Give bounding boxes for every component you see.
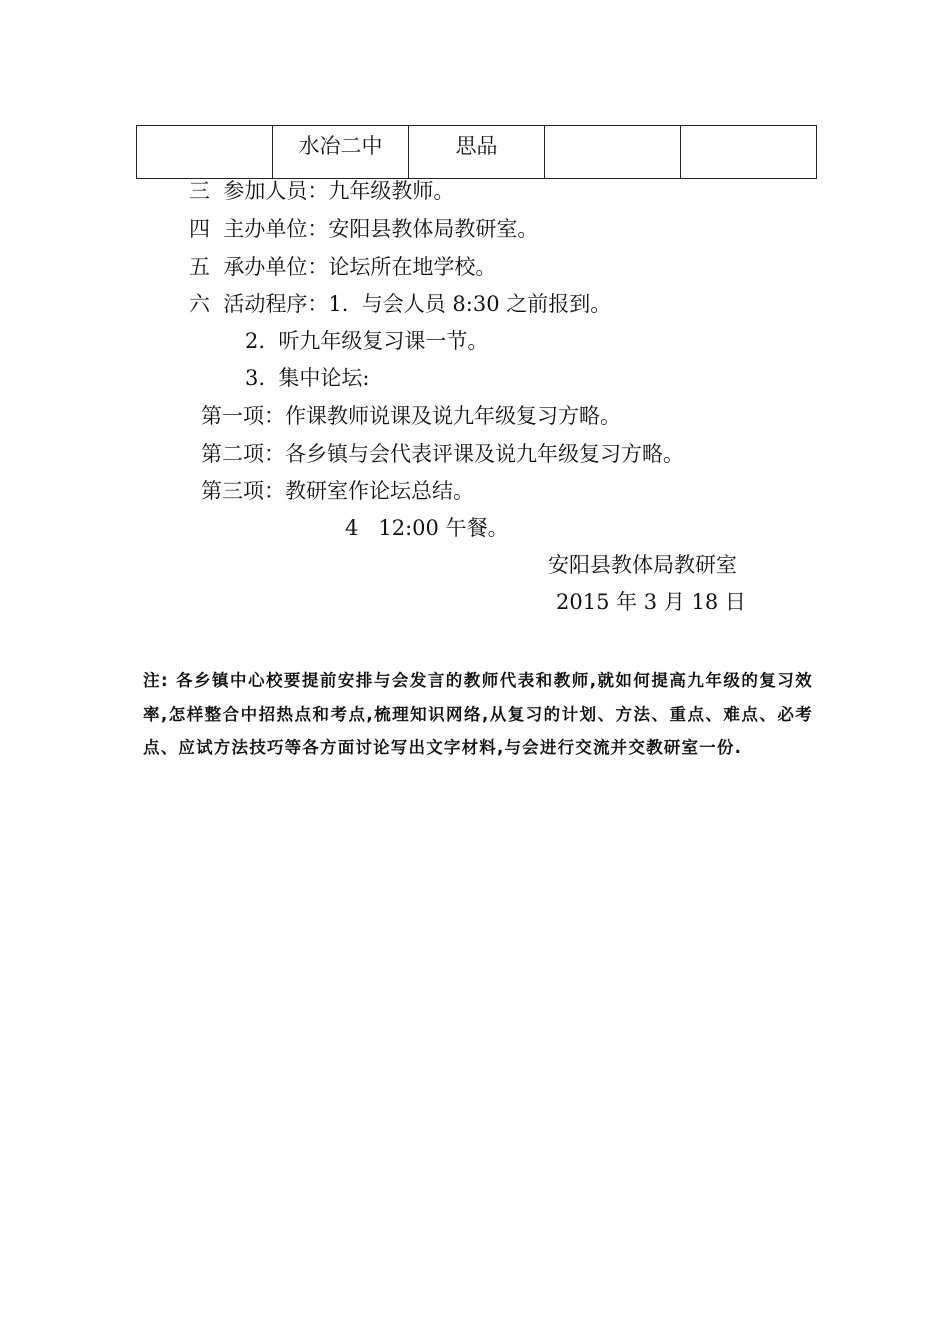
- signature-org: 安阳县教体局教研室: [548, 553, 737, 577]
- forum-item-3: 第三项：教研室作论坛总结。: [201, 479, 474, 503]
- note-paragraph: 注: 各乡镇中心校要提前安排与会发言的教师代表和教师,就如何提高九年级的复习效率,怎样整合中招热点和考点,梳理知识网络,从复习的计划、方法、重点、难点、必考点、应试方法技巧等各方面讨论写出文字材料,与会进行交流并交教研室一份.: [143, 671, 813, 757]
- table-cell-school: 水冶二中: [273, 126, 409, 179]
- table-row: [137, 126, 817, 179]
- program-step-2: 2. 听九年级复习课一节。: [245, 329, 489, 353]
- signature-date: 2015 年 3 月 18 日: [556, 590, 746, 614]
- program-step-3: 3. 集中论坛:: [245, 366, 370, 390]
- program-title-line: 六 活动程序：1. 与会人员 8:30 之前报到。: [189, 292, 612, 316]
- host-line: 五 承办单位：论坛所在地学校。: [189, 255, 497, 279]
- table-cell: [137, 126, 273, 179]
- participants-line: 三 参加人员：九年级教师。: [189, 179, 455, 203]
- table-cell: [545, 126, 681, 179]
- table-cell-subject: 思品: [409, 126, 545, 179]
- schedule-table: [136, 125, 817, 179]
- organizer-line: 四 主办单位：安阳县教体局教研室。: [189, 217, 539, 241]
- forum-item-2: 第二项：各乡镇与会代表评课及说九年级复习方略。: [201, 442, 684, 466]
- program-step-4: 4 12:00 午餐。: [345, 516, 509, 540]
- forum-item-1: 第一项：作课教师说课及说九年级复习方略。: [201, 404, 621, 428]
- table-cell: [681, 126, 817, 179]
